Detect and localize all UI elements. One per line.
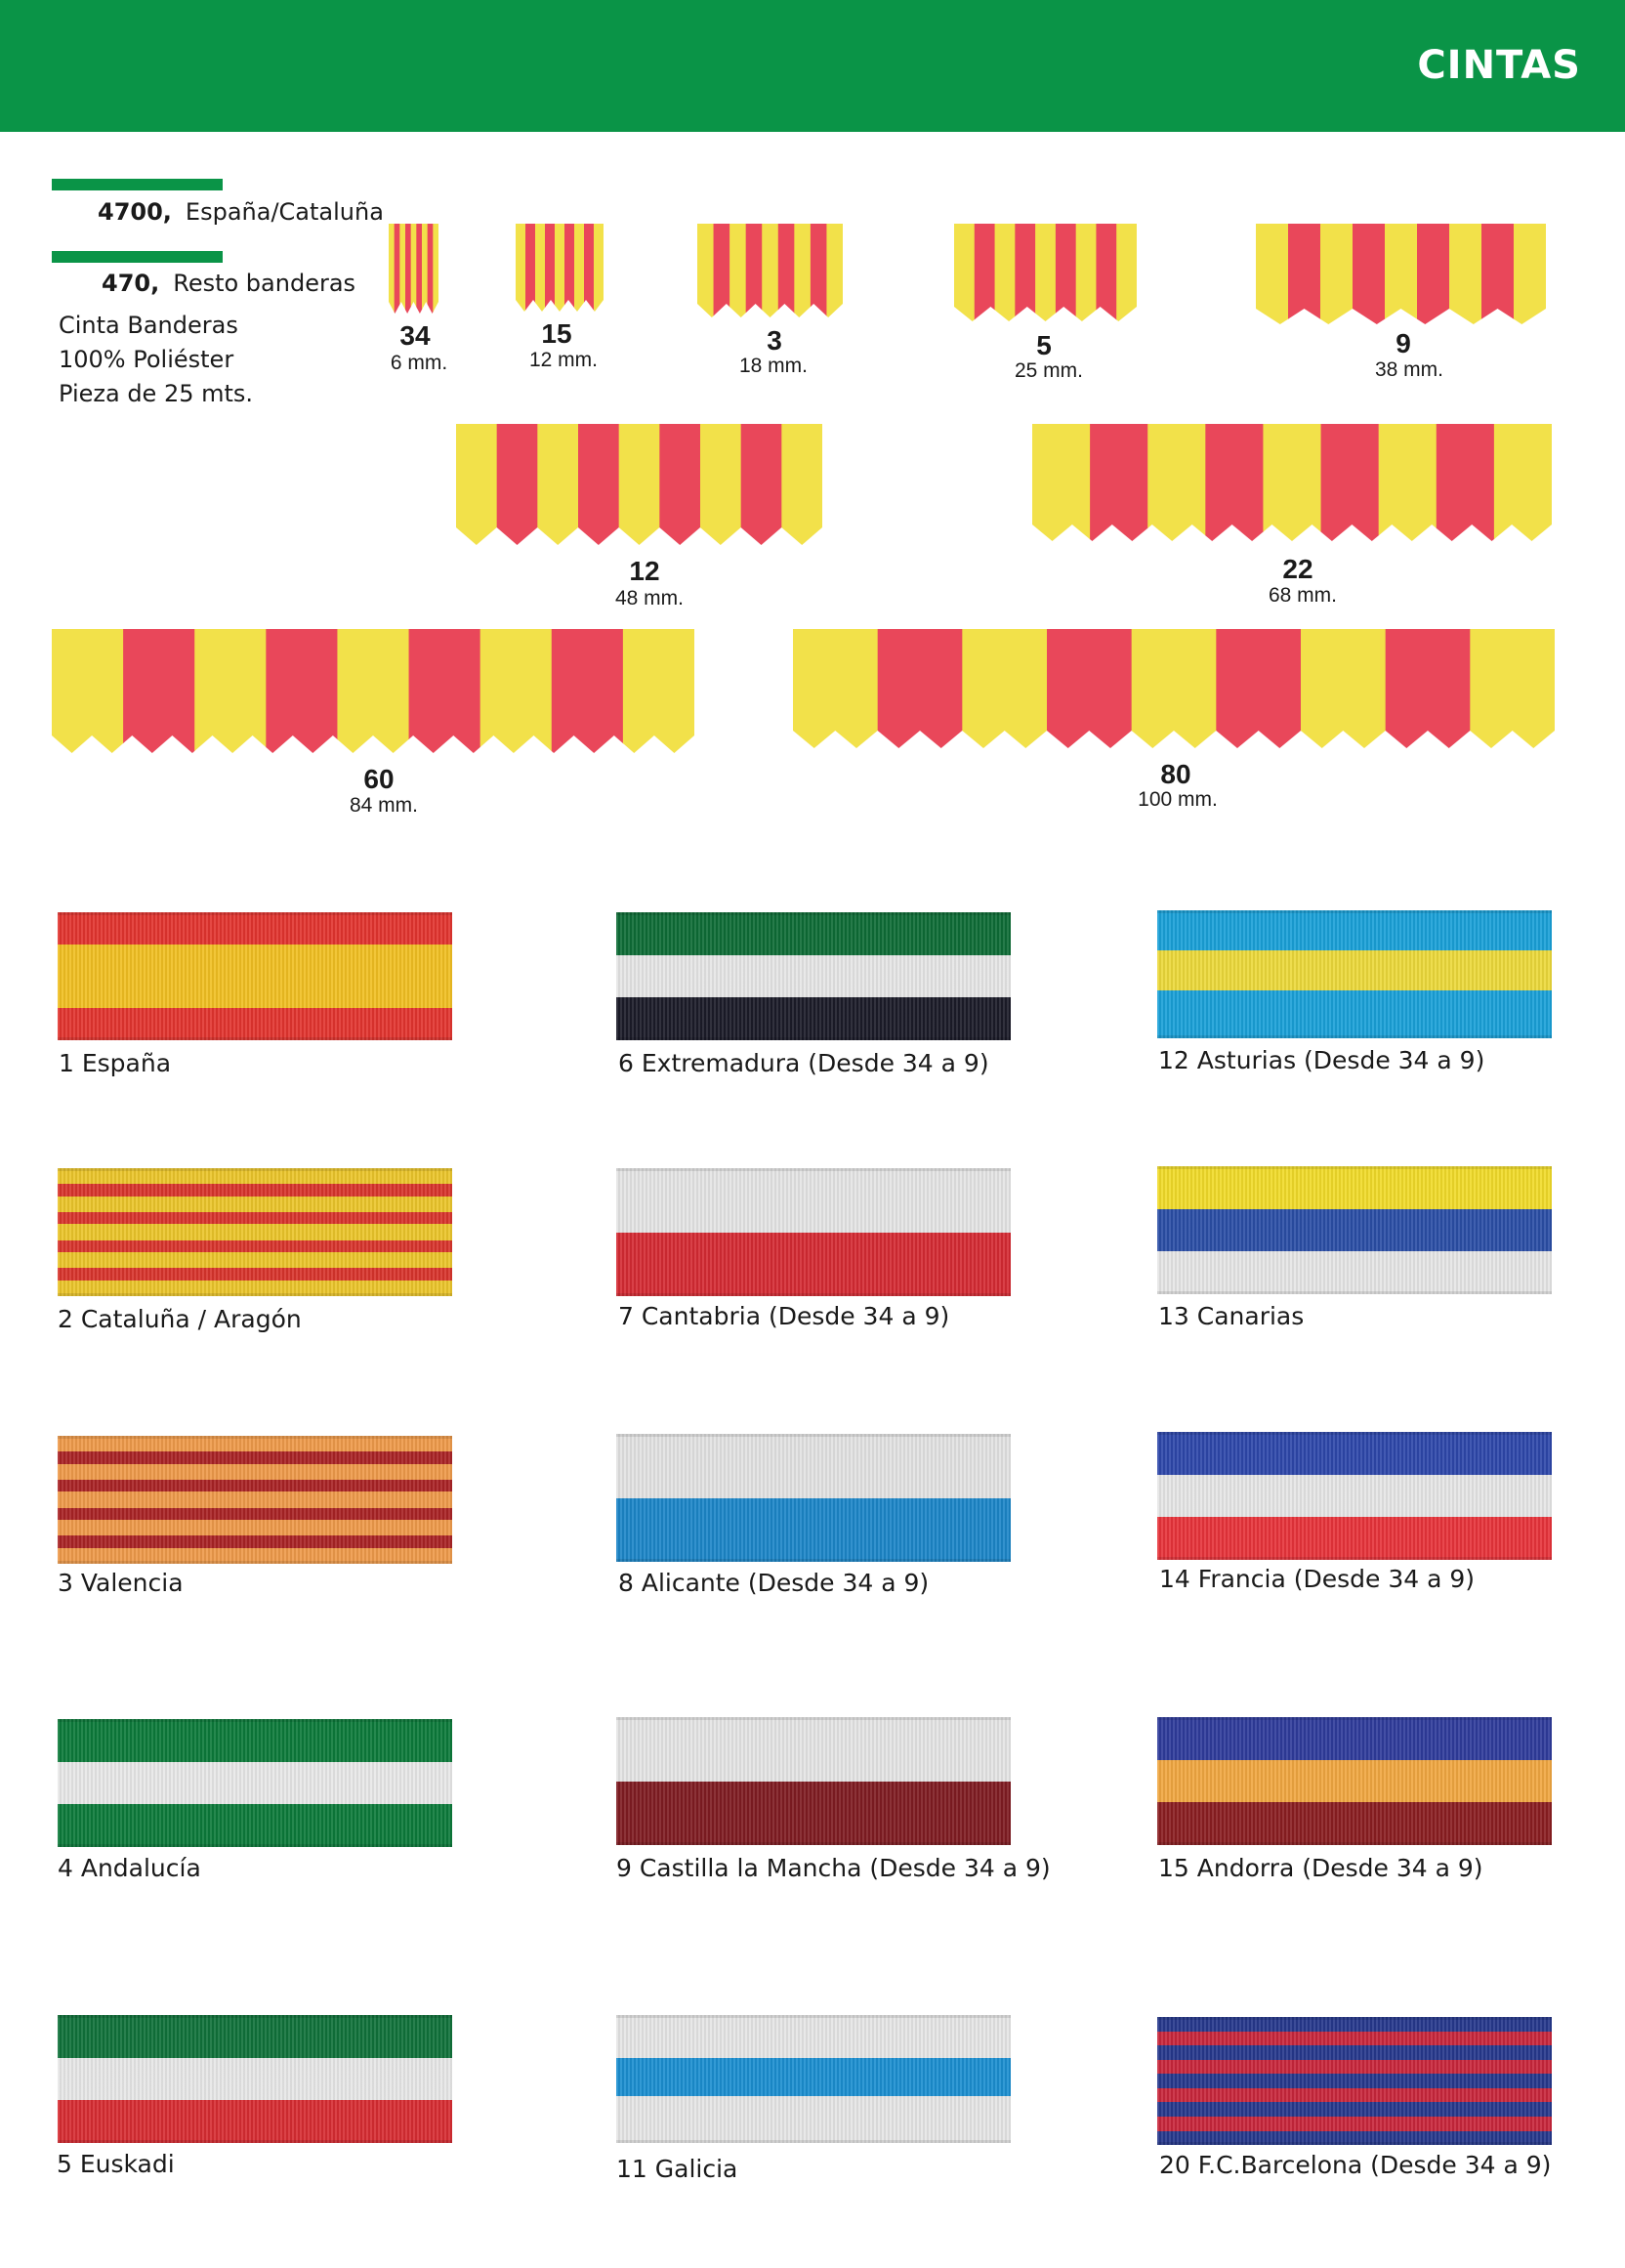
yellow-stripe [954,224,975,321]
flag-caption: 13 Canarias [1158,1302,1305,1330]
yellow-stripe [537,424,578,545]
red-stripe [811,224,827,317]
red-stripe [578,424,619,545]
red-stripe [123,629,195,753]
ribbon-sample-9 [1256,224,1546,324]
page-title: CINTAS [1417,43,1581,88]
reference-bar-1 [52,179,223,190]
flag-caption: 6 Extremadura (Desde 34 a 9) [618,1049,989,1077]
ribbon-sample-60 [52,629,694,753]
size-number: 80 [1160,759,1191,789]
yellow-stripe [480,629,553,753]
flag-caption: 5 Euskadi [57,2150,175,2178]
yellow-stripe [826,224,843,317]
ribbon-edge [1157,1557,1552,1560]
yellow-stripe [1470,629,1555,748]
flag-stripe [616,1168,1011,1233]
ribbon-edge [58,1436,452,1439]
info-line: Pieza de 25 mts. [59,380,254,407]
red-stripe [266,629,338,753]
flag-stripe [616,1233,1011,1297]
red-stripe [1205,424,1264,541]
flag-caption: 8 Alicante (Desde 34 a 9) [618,1569,930,1597]
yellow-stripe [1132,629,1217,748]
yellow-stripe [1035,224,1056,321]
reference-label: Resto banderas [173,270,356,297]
flag-stripe [1157,990,1552,1038]
ribbon-sample-5 [954,224,1137,321]
yellow-stripe [729,224,746,317]
size-width: 25 mm. [1014,359,1083,382]
ribbon-sample-15 [516,224,604,312]
ribbon-edge [1157,2142,1552,2145]
yellow-stripe [1385,224,1418,324]
flag-stripe [1157,1166,1552,1209]
yellow-stripe [433,224,438,314]
flag-stripe [616,1434,1011,1498]
flag-caption: 2 Cataluña / Aragón [58,1305,302,1333]
ribbon-sample-22 [1032,424,1552,541]
flag-ribbon-andorra [1157,1717,1552,1845]
ribbon-edge [58,1561,452,1564]
reference-bar-2 [52,251,223,263]
reference-line-1 [98,198,384,226]
red-stripe [416,224,422,314]
flag-ribbon-francia [1157,1432,1552,1560]
yellow-stripe [1076,224,1097,321]
ribbon-edge [616,1717,1011,1720]
yellow-stripe [52,629,124,753]
flag-caption: 20 F.C.Barcelona (Desde 34 a 9) [1159,2151,1552,2179]
red-stripe [1417,224,1450,324]
ribbon-edge [1157,1717,1552,1720]
yellow-stripe [389,224,395,314]
red-stripe [1056,224,1076,321]
yellow-stripe [1379,424,1438,541]
ribbon-edge [616,1434,1011,1437]
yellow-stripe [700,424,741,545]
size-width: 48 mm. [614,587,684,609]
flag-caption: 3 Valencia [58,1569,184,1597]
flag-stripe [58,1762,452,1805]
size-width: 100 mm. [1138,788,1218,811]
red-stripe [1288,224,1321,324]
flag-caption: 12 Asturias (Desde 34 a 9) [1158,1046,1485,1074]
flag-ribbon-galicia [616,2015,1011,2143]
yellow-stripe [794,224,811,317]
flag-stripe [58,2100,452,2143]
flag-caption: 9 Castilla la Mancha (Desde 34 a 9) [616,1854,1051,1882]
ribbon-edge [58,1293,452,1296]
flag-stripe [616,2015,1011,2058]
flag-caption: 14 Francia (Desde 34 a 9) [1159,1565,1476,1593]
flag-stripe [58,1184,452,1196]
ribbon-edge [616,2015,1011,2018]
flag-ribbon-andalucia [58,1719,452,1847]
yellow-stripe [962,629,1047,748]
size-width: 6 mm. [390,352,448,374]
flag-stripe [58,1212,452,1224]
ribbon-edge [1157,910,1552,913]
flag-stripe [58,1480,452,1491]
size-width: 84 mm. [349,794,418,817]
flag-ribbon-espana [58,912,452,1040]
red-stripe [714,224,730,317]
red-stripe [1481,224,1515,324]
size-number: 60 [363,764,395,794]
flag-stripe [58,2058,452,2101]
ribbon-edge [58,1037,452,1040]
flag-stripe [616,955,1011,998]
info-line: 100% Poliéster [59,346,234,373]
yellow-stripe [422,224,428,314]
red-stripe [405,224,411,314]
red-stripe [1047,629,1132,748]
red-stripe [746,224,763,317]
ribbon-edge [616,1842,1011,1845]
flag-ribbon-alicante [616,1434,1011,1562]
flag-stripe [58,1508,452,1520]
flag-stripe [58,1252,452,1268]
ribbon-edge [1157,2017,1552,2020]
yellow-stripe [1301,629,1386,748]
ribbon-edge [616,1559,1011,1562]
flag-stripe [1157,1717,1552,1760]
flag-stripe [616,912,1011,955]
yellow-stripe [1256,224,1289,324]
yellow-stripe [1449,224,1482,324]
header-bar [0,0,1625,132]
red-stripe [1386,629,1471,748]
flag-stripe [58,912,452,945]
flag-stripe [58,2015,452,2058]
size-width: 12 mm. [528,349,598,371]
yellow-stripe [1514,224,1546,324]
flag-stripe [1157,2060,1552,2075]
yellow-stripe [762,224,778,317]
yellow-stripe [516,224,526,312]
yellow-stripe [456,424,497,545]
yellow-stripe [411,224,417,314]
flag-stripe [1157,1517,1552,1560]
size-number: 15 [541,318,572,349]
ribbon-edge [616,912,1011,915]
red-stripe [878,629,963,748]
red-stripe [659,424,700,545]
flag-stripe [1157,1802,1552,1845]
red-stripe [552,629,624,753]
reference-code: 470, [102,270,160,297]
flag-ribbon-castilla-la-mancha [616,1717,1011,1845]
flag-stripe [1157,910,1552,950]
red-stripe [1090,424,1148,541]
red-stripe [778,224,795,317]
flag-ribbon-valencia [58,1436,452,1564]
yellow-stripe [1494,424,1552,541]
yellow-stripe [1147,424,1206,541]
flag-caption: 11 Galicia [616,2155,738,2183]
size-number: 9 [1396,328,1411,358]
ribbon-edge [1157,1291,1552,1294]
red-stripe [428,224,434,314]
ribbon-edge [1157,1842,1552,1845]
red-stripe [975,224,995,321]
yellow-stripe [793,629,878,748]
flag-stripe [58,1008,452,1040]
red-stripe [564,224,575,312]
flag-stripe [58,1804,452,1847]
ribbon-edge [616,1037,1011,1040]
flag-stripe [58,1197,452,1212]
yellow-stripe [781,424,822,545]
flag-stripe [58,1240,452,1252]
yellow-stripe [399,224,405,314]
flag-ribbon-cantabria [616,1168,1011,1296]
flag-stripe [1157,1475,1552,1518]
red-stripe [1353,224,1386,324]
flag-ribbon-extremadura [616,912,1011,1040]
red-stripe [1015,224,1035,321]
reference-label: España/Cataluña [185,198,384,226]
ribbon-edge [58,1844,452,1847]
flag-stripe [616,2058,1011,2097]
red-stripe [584,224,595,312]
red-stripe [409,629,481,753]
size-number: 22 [1282,554,1313,584]
flag-stripe [1157,2088,1552,2103]
flag-stripe [1157,950,1552,990]
flag-ribbon-cataluna-aragon [58,1168,452,1296]
flag-stripe [1157,2045,1552,2060]
yellow-stripe [574,224,585,312]
ribbon-sample-3 [697,224,843,317]
red-stripe [1096,224,1116,321]
flag-caption: 15 Andorra (Desde 34 a 9) [1158,1854,1483,1882]
yellow-stripe [194,629,267,753]
red-stripe [545,224,556,312]
yellow-stripe [1320,224,1354,324]
ribbon-edge [616,1293,1011,1296]
ribbon-edge [58,1719,452,1722]
reference-code: 4700, [98,198,172,226]
flag-stripe [616,2096,1011,2143]
size-width: 68 mm. [1268,584,1337,607]
yellow-stripe [337,629,409,753]
flag-stripe [616,1782,1011,1846]
red-stripe [1437,424,1495,541]
ribbon-edge [58,2015,452,2018]
ribbon-sample-34 [389,224,438,314]
flag-stripe [616,1498,1011,1563]
flag-stripe [1157,1209,1552,1252]
flag-stripe [58,1464,452,1480]
flag-caption: 7 Cantabria (Desde 34 a 9) [618,1302,950,1330]
flag-stripe [1157,2102,1552,2117]
size-number: 5 [1036,330,1052,360]
yellow-stripe [1032,424,1091,541]
flag-caption: 1 España [59,1049,172,1077]
size-width: 18 mm. [738,355,808,377]
flag-stripe [58,1268,452,1280]
yellow-stripe [1263,424,1321,541]
flag-ribbon-fc-barcelona [1157,2017,1552,2145]
yellow-stripe [535,224,546,312]
flag-stripe [58,945,452,1009]
yellow-stripe [555,224,565,312]
ribbon-edge [1157,1432,1552,1435]
ribbon-sample-12 [456,424,822,545]
yellow-stripe [697,224,714,317]
ribbon-edge [1157,1035,1552,1038]
red-stripe [497,424,538,545]
flag-caption: 4 Andalucía [58,1854,201,1882]
ribbon-edge [1157,1166,1552,1169]
flag-stripe [1157,1251,1552,1294]
info-line: Cinta Banderas [59,312,238,339]
ribbon-edge [58,912,452,915]
yellow-stripe [594,224,604,312]
flag-stripe [58,1719,452,1762]
flag-stripe [616,1717,1011,1782]
flag-stripe [58,1451,452,1463]
red-stripe [1216,629,1301,748]
ribbon-edge [616,1168,1011,1171]
red-stripe [525,224,536,312]
flag-ribbon-euskadi [58,2015,452,2143]
flag-stripe [58,1491,452,1507]
flag-stripe [58,1520,452,1535]
ribbon-sample-80 [793,629,1555,748]
reference-line-2 [102,270,355,297]
flag-stripe [1157,2032,1552,2046]
yellow-stripe [1116,224,1137,321]
red-stripe [741,424,782,545]
flag-stripe [1157,1760,1552,1803]
red-stripe [395,224,400,314]
ribbon-edge [58,2140,452,2143]
size-number: 3 [767,325,782,356]
size-number: 34 [399,320,431,351]
product-info [59,309,253,411]
flag-stripe [58,1535,452,1547]
yellow-stripe [623,629,694,753]
flag-ribbon-asturias [1157,910,1552,1038]
red-stripe [1321,424,1380,541]
size-number: 12 [629,556,660,586]
flag-ribbon-canarias [1157,1166,1552,1294]
flag-stripe [1157,2074,1552,2088]
ribbon-edge [616,2140,1011,2143]
flag-stripe [1157,1432,1552,1475]
size-width: 38 mm. [1374,358,1443,381]
yellow-stripe [995,224,1016,321]
ribbon-edge [58,1168,452,1171]
flag-stripe [616,997,1011,1040]
yellow-stripe [619,424,660,545]
flag-stripe [1157,2117,1552,2131]
flag-stripe [58,1224,452,1239]
